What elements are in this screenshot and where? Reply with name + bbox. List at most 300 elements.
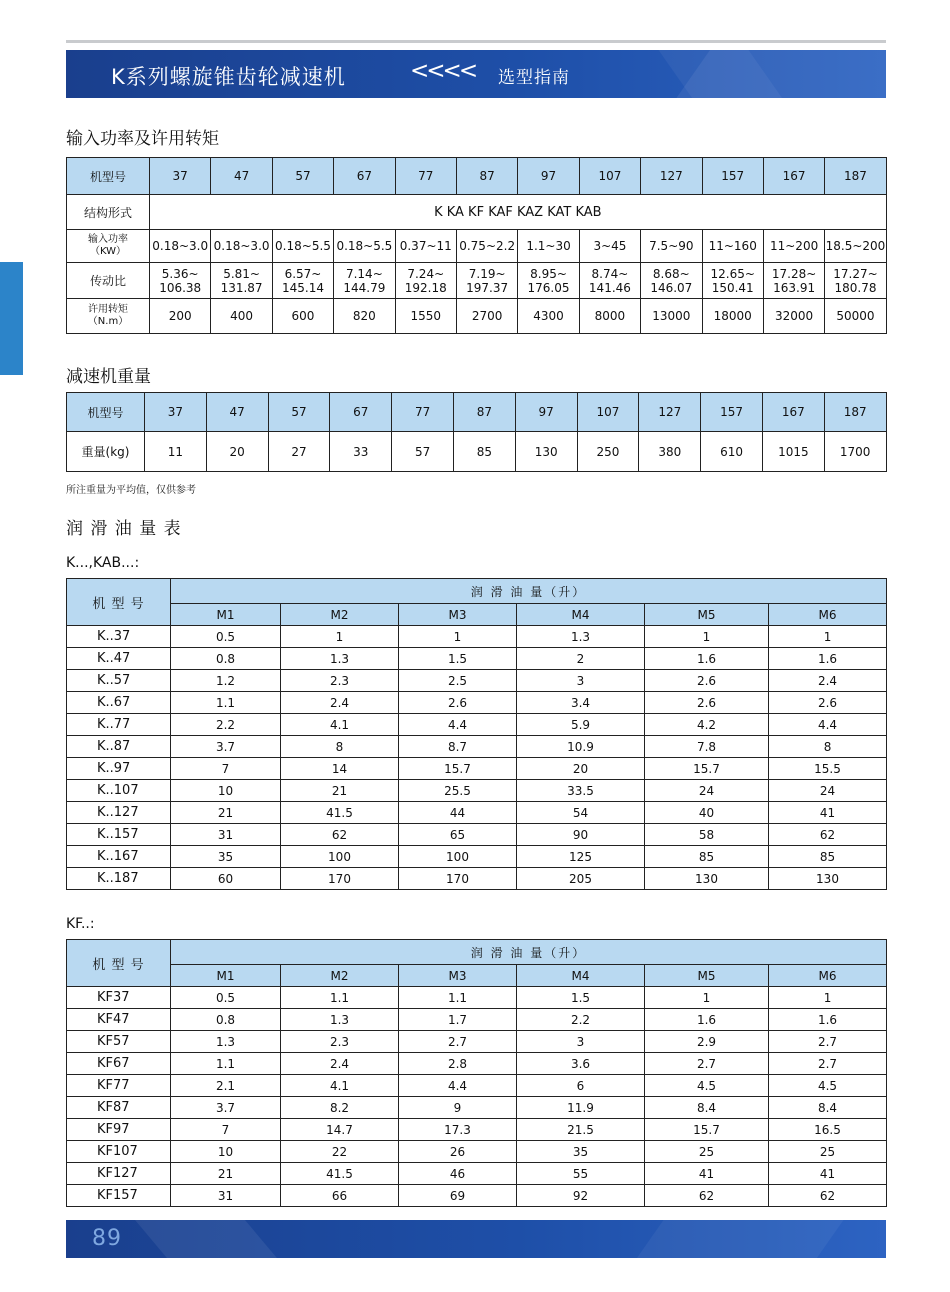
- k-oil-value: 4.4: [769, 714, 887, 736]
- table-row: [67, 1053, 887, 1075]
- kf-oil-value: 3.6: [517, 1053, 645, 1075]
- kf-oil-value: 21.5: [517, 1119, 645, 1141]
- torque-label-line1: 许用转矩: [88, 304, 128, 315]
- torque-cell: 200: [150, 299, 211, 334]
- k-oil-value: 170: [281, 868, 399, 890]
- k-position-header: M4: [517, 604, 645, 626]
- k-model-cell: K..77: [67, 714, 171, 736]
- k-oil-value: 125: [517, 846, 645, 868]
- power-cell: 0.18~3.0: [211, 230, 272, 263]
- kf-oil-value: 7: [171, 1119, 281, 1141]
- weight-model-cell: 167: [762, 393, 824, 432]
- k-oil-value: 1.3: [281, 648, 399, 670]
- kf-position-row: [67, 965, 887, 987]
- ratio-cell: [150, 263, 211, 299]
- kf-model-cell: KF87: [67, 1097, 171, 1119]
- k-oil-value: 1: [399, 626, 517, 648]
- k-oil-value: 21: [171, 802, 281, 824]
- kf-position-header: M6: [769, 965, 887, 987]
- k-oil-value: 24: [769, 780, 887, 802]
- torque-cell: 50000: [825, 299, 886, 334]
- kf-oil-value: 3.7: [171, 1097, 281, 1119]
- k-header-row: [67, 579, 887, 604]
- kf-oil-value: 3: [517, 1031, 645, 1053]
- torque-cell: 18000: [702, 299, 763, 334]
- table-row: [67, 670, 887, 692]
- weight-model-cell: 97: [515, 393, 577, 432]
- ratio-cell: [825, 263, 886, 299]
- power-torque-table: [66, 157, 887, 334]
- power-cell: 0.18~5.5: [334, 230, 395, 263]
- structure-label: 结构形式: [67, 195, 150, 230]
- power-label-line1: 输入功率: [88, 234, 128, 245]
- k-oil-value: 5.9: [517, 714, 645, 736]
- structure-row: [67, 195, 887, 230]
- kf-model-cell: KF67: [67, 1053, 171, 1075]
- k-oil-value: 31: [171, 824, 281, 846]
- kf-oil-value: 1.3: [281, 1009, 399, 1031]
- kf-oil-value: 2.9: [645, 1031, 769, 1053]
- k-model-cell: K..67: [67, 692, 171, 714]
- k-position-row: [67, 604, 887, 626]
- oil-section-title: 润 滑 油 量 表: [66, 519, 182, 539]
- kf-table-subtitle: KF..:: [66, 916, 95, 932]
- ratio-high: 141.46: [588, 280, 631, 295]
- kf-oil-value: 2.2: [517, 1009, 645, 1031]
- weight-cell: 27: [268, 432, 330, 472]
- k-oil-value: 85: [769, 846, 887, 868]
- k-oil-value: 54: [517, 802, 645, 824]
- weight-model-cell: 37: [145, 393, 207, 432]
- ratio-low: 5.36~: [161, 266, 199, 281]
- ratio-low: 5.81~: [223, 266, 260, 281]
- power-section-title: 输入功率及许用转矩: [66, 129, 219, 149]
- kf-oil-value: 0.5: [171, 987, 281, 1009]
- k-oil-value: 44: [399, 802, 517, 824]
- kf-oil-value: 55: [517, 1163, 645, 1185]
- kf-oil-value: 11.9: [517, 1097, 645, 1119]
- table-row: [67, 1075, 887, 1097]
- k-oil-value: 100: [281, 846, 399, 868]
- kf-oil-value: 2.8: [399, 1053, 517, 1075]
- k-oil-value: 62: [769, 824, 887, 846]
- torque-row: [67, 299, 887, 334]
- kf-oil-value: 4.5: [769, 1075, 887, 1097]
- k-oil-value: 14: [281, 758, 399, 780]
- model-cell: 67: [334, 158, 395, 195]
- weight-model-row: [67, 393, 887, 432]
- k-oil-value: 8: [769, 736, 887, 758]
- ratio-high: 197.37: [466, 280, 509, 295]
- kf-oil-value: 1: [645, 987, 769, 1009]
- kf-model-cell: KF107: [67, 1141, 171, 1163]
- ratio-high: 144.79: [343, 280, 386, 295]
- k-oil-value: 40: [645, 802, 769, 824]
- k-oil-value: 2.4: [281, 692, 399, 714]
- k-oil-value: 0.8: [171, 648, 281, 670]
- kf-oil-value: 1.3: [171, 1031, 281, 1053]
- k-oil-value: 33.5: [517, 780, 645, 802]
- kf-oil-value: 41: [769, 1163, 887, 1185]
- weight-model-cell: 187: [824, 393, 886, 432]
- table-row: [67, 736, 887, 758]
- table-row: [67, 1031, 887, 1053]
- ratio-label: 传动比: [67, 263, 150, 299]
- kf-model-cell: KF57: [67, 1031, 171, 1053]
- kf-model-cell: KF47: [67, 1009, 171, 1031]
- k-oil-value: 90: [517, 824, 645, 846]
- k-oil-value: 60: [171, 868, 281, 890]
- table-row: [67, 1163, 887, 1185]
- kf-oil-value: 2.7: [769, 1031, 887, 1053]
- k-model-label: 机 型 号: [67, 579, 171, 626]
- model-cell: 107: [579, 158, 640, 195]
- ratio-cell: [211, 263, 272, 299]
- kf-model-cell: KF77: [67, 1075, 171, 1097]
- kf-header-row: [67, 940, 887, 965]
- weight-table: [66, 392, 887, 472]
- power-label: [67, 230, 150, 263]
- footer-decoration: [110, 1220, 312, 1258]
- power-cell: 3~45: [579, 230, 640, 263]
- k-oil-value: 62: [281, 824, 399, 846]
- table-row: [67, 758, 887, 780]
- ratio-low: 7.19~: [468, 266, 506, 281]
- k-model-cell: K..87: [67, 736, 171, 758]
- k-oil-value: 15.7: [645, 758, 769, 780]
- power-cell: 7.5~90: [641, 230, 702, 263]
- ratio-low: 8.68~: [652, 266, 690, 281]
- model-cell: 97: [518, 158, 579, 195]
- k-oil-value: 4.4: [399, 714, 517, 736]
- torque-label: [67, 299, 150, 334]
- kf-oil-value: 17.3: [399, 1119, 517, 1141]
- kf-oil-value: 62: [769, 1185, 887, 1207]
- kf-oil-value: 35: [517, 1141, 645, 1163]
- kf-oil-value: 62: [645, 1185, 769, 1207]
- weight-model-cell: 57: [268, 393, 330, 432]
- header-banner: [66, 50, 886, 98]
- k-oil-value: 2.2: [171, 714, 281, 736]
- kf-oil-value: 1: [769, 987, 887, 1009]
- structure-value: K KA KF KAF KAZ KAT KAB: [150, 195, 887, 230]
- model-cell: 77: [395, 158, 456, 195]
- weight-note: 所注重量为平均值，仅供参考: [66, 485, 196, 496]
- table-row: [67, 846, 887, 868]
- kf-oil-value: 2.7: [645, 1053, 769, 1075]
- weight-model-label: 机型号: [67, 393, 145, 432]
- ratio-row: [67, 263, 887, 299]
- power-label-line2: （KW）: [89, 246, 127, 257]
- kf-oil-value: 1.1: [281, 987, 399, 1009]
- k-oil-value: 0.5: [171, 626, 281, 648]
- k-oil-value: 65: [399, 824, 517, 846]
- table-row: [67, 1097, 887, 1119]
- ratio-high: 145.14: [281, 280, 324, 295]
- kf-oil-value: 2.4: [281, 1053, 399, 1075]
- k-oil-value: 15.7: [399, 758, 517, 780]
- kf-oil-value: 1.1: [399, 987, 517, 1009]
- kf-oil-value: 2.7: [769, 1053, 887, 1075]
- k-oil-value: 21: [281, 780, 399, 802]
- torque-cell: 4300: [518, 299, 579, 334]
- ratio-high: 106.38: [159, 280, 202, 295]
- k-model-cell: K..57: [67, 670, 171, 692]
- kf-position-header: M3: [399, 965, 517, 987]
- k-model-cell: K..187: [67, 868, 171, 890]
- k-model-cell: K..157: [67, 824, 171, 846]
- weight-model-cell: 107: [577, 393, 639, 432]
- power-cell: 0.18~3.0: [150, 230, 211, 263]
- kf-oil-value: 26: [399, 1141, 517, 1163]
- weight-cell: 130: [515, 432, 577, 472]
- k-oil-value: 1.6: [769, 648, 887, 670]
- k-oil-value: 130: [769, 868, 887, 890]
- k-oil-value: 3.7: [171, 736, 281, 758]
- torque-cell: 600: [272, 299, 333, 334]
- table-row: [67, 868, 887, 890]
- power-cell: 18.5~200: [825, 230, 886, 263]
- weight-cell: 33: [330, 432, 392, 472]
- k-oil-value: 2: [517, 648, 645, 670]
- ratio-cell: [456, 263, 517, 299]
- k-model-cell: K..47: [67, 648, 171, 670]
- ratio-low: 8.95~: [530, 266, 567, 281]
- k-model-cell: K..107: [67, 780, 171, 802]
- kf-oil-value: 2.1: [171, 1075, 281, 1097]
- weight-model-cell: 47: [206, 393, 268, 432]
- k-oil-value: 8.7: [399, 736, 517, 758]
- ratio-low: 17.27~: [833, 266, 878, 281]
- table-row: [67, 692, 887, 714]
- kf-oil-value: 0.8: [171, 1009, 281, 1031]
- kf-oil-value: 1.6: [645, 1009, 769, 1031]
- model-cell: 87: [456, 158, 517, 195]
- kf-oil-value: 25: [645, 1141, 769, 1163]
- weight-cell: 20: [206, 432, 268, 472]
- table-row: [67, 1185, 887, 1207]
- kf-position-header: M1: [171, 965, 281, 987]
- k-oil-value: 8: [281, 736, 399, 758]
- ratio-high: 176.05: [527, 280, 570, 295]
- weight-model-cell: 87: [453, 393, 515, 432]
- model-row: [67, 158, 887, 195]
- k-position-header: M3: [399, 604, 517, 626]
- kf-oil-table: [66, 939, 887, 1207]
- k-oil-value: 2.6: [645, 670, 769, 692]
- k-oil-value: 100: [399, 846, 517, 868]
- k-oil-value: 1: [645, 626, 769, 648]
- torque-cell: 820: [334, 299, 395, 334]
- k-oil-value: 2.6: [399, 692, 517, 714]
- power-cell: 0.37~11: [395, 230, 456, 263]
- kf-position-header: M5: [645, 965, 769, 987]
- k-oil-value: 58: [645, 824, 769, 846]
- k-oil-value: 1: [281, 626, 399, 648]
- table-row: [67, 780, 887, 802]
- kf-oil-value: 21: [171, 1163, 281, 1185]
- footer-banner: [66, 1220, 886, 1258]
- model-cell: 157: [702, 158, 763, 195]
- weight-model-cell: 67: [330, 393, 392, 432]
- k-oil-value: 1.6: [645, 648, 769, 670]
- k-oil-value: 20: [517, 758, 645, 780]
- kf-oil-value: 1.1: [171, 1053, 281, 1075]
- model-cell: 187: [825, 158, 886, 195]
- k-oil-value: 4.2: [645, 714, 769, 736]
- k-oil-value: 25.5: [399, 780, 517, 802]
- k-oil-value: 1.3: [517, 626, 645, 648]
- k-oil-value: 1.5: [399, 648, 517, 670]
- model-cell: 37: [150, 158, 211, 195]
- k-model-cell: K..37: [67, 626, 171, 648]
- model-cell: 167: [763, 158, 824, 195]
- kf-oil-value: 69: [399, 1185, 517, 1207]
- ratio-cell: [395, 263, 456, 299]
- ratio-low: 7.14~: [345, 266, 383, 281]
- kf-oil-value: 1.5: [517, 987, 645, 1009]
- power-cell: 11~160: [702, 230, 763, 263]
- k-oil-value: 24: [645, 780, 769, 802]
- torque-cell: 13000: [641, 299, 702, 334]
- k-oil-value: 3: [517, 670, 645, 692]
- kf-oil-value: 41: [645, 1163, 769, 1185]
- k-oil-value: 10: [171, 780, 281, 802]
- table-row: [67, 1119, 887, 1141]
- kf-oil-value: 25: [769, 1141, 887, 1163]
- model-cell: 47: [211, 158, 272, 195]
- table-row: [67, 824, 887, 846]
- k-model-cell: K..167: [67, 846, 171, 868]
- table-row: [67, 1141, 887, 1163]
- kf-model-cell: KF127: [67, 1163, 171, 1185]
- power-cell: 0.75~2.2: [456, 230, 517, 263]
- k-oil-value: 7: [171, 758, 281, 780]
- kf-oil-value: 41.5: [281, 1163, 399, 1185]
- k-oil-value: 170: [399, 868, 517, 890]
- weight-cell: 1700: [824, 432, 886, 472]
- weight-model-cell: 157: [701, 393, 763, 432]
- table-row: [67, 714, 887, 736]
- ratio-high: 150.41: [711, 280, 754, 295]
- banner-title: K系列螺旋锥齿轮减速机: [111, 65, 346, 89]
- torque-label-line2: （N.m）: [87, 316, 129, 327]
- torque-cell: 8000: [579, 299, 640, 334]
- ratio-high: 131.87: [220, 280, 263, 295]
- kf-oil-value: 4.4: [399, 1075, 517, 1097]
- kf-oil-value: 8.4: [769, 1097, 887, 1119]
- ratio-high: 192.18: [404, 280, 447, 295]
- ratio-cell: [702, 263, 763, 299]
- kf-oil-value: 92: [517, 1185, 645, 1207]
- weight-label: 重量(kg): [67, 432, 145, 472]
- k-oil-value: 10.9: [517, 736, 645, 758]
- ratio-cell: [518, 263, 579, 299]
- top-rule: [66, 40, 886, 43]
- k-oil-value: 2.6: [769, 692, 887, 714]
- k-oil-value: 85: [645, 846, 769, 868]
- kf-oil-value: 1.7: [399, 1009, 517, 1031]
- ratio-low: 17.28~: [771, 266, 817, 281]
- ratio-cell: [641, 263, 702, 299]
- kf-oil-value: 2.7: [399, 1031, 517, 1053]
- footer-decoration: [607, 1220, 864, 1258]
- model-cell: 127: [641, 158, 702, 195]
- k-oil-header: 润 滑 油 量（升）: [171, 579, 887, 604]
- kf-oil-value: 46: [399, 1163, 517, 1185]
- ratio-cell: [334, 263, 395, 299]
- k-oil-value: 1.1: [171, 692, 281, 714]
- kf-model-label: 机 型 号: [67, 940, 171, 987]
- kf-oil-value: 31: [171, 1185, 281, 1207]
- kf-oil-value: 4.1: [281, 1075, 399, 1097]
- k-oil-value: 1.2: [171, 670, 281, 692]
- k-oil-value: 205: [517, 868, 645, 890]
- power-row: [67, 230, 887, 263]
- k-model-cell: K..127: [67, 802, 171, 824]
- k-oil-value: 2.6: [645, 692, 769, 714]
- weight-model-cell: 127: [639, 393, 701, 432]
- ratio-cell: [579, 263, 640, 299]
- torque-cell: 2700: [456, 299, 517, 334]
- k-oil-value: 130: [645, 868, 769, 890]
- power-cell: 11~200: [763, 230, 824, 263]
- k-oil-table: [66, 578, 887, 890]
- table-row: [67, 1009, 887, 1031]
- ratio-low: 6.57~: [284, 266, 322, 281]
- table-row: [67, 626, 887, 648]
- ratio-high: 163.91: [773, 280, 816, 295]
- kf-oil-value: 22: [281, 1141, 399, 1163]
- ratio-low: 12.65~: [710, 266, 755, 281]
- ratio-high: 146.07: [650, 280, 693, 295]
- table-row: [67, 987, 887, 1009]
- kf-model-cell: KF37: [67, 987, 171, 1009]
- k-oil-value: 1: [769, 626, 887, 648]
- weight-cell: 11: [145, 432, 207, 472]
- k-position-header: M1: [171, 604, 281, 626]
- weight-cell: 610: [701, 432, 763, 472]
- kf-oil-value: 10: [171, 1141, 281, 1163]
- torque-cell: 32000: [763, 299, 824, 334]
- ratio-high: 180.78: [834, 280, 877, 295]
- power-cell: 1.1~30: [518, 230, 579, 263]
- k-position-header: M6: [769, 604, 887, 626]
- kf-position-header: M2: [281, 965, 399, 987]
- page-number: 89: [92, 1226, 122, 1251]
- torque-cell: 400: [211, 299, 272, 334]
- k-model-cell: K..97: [67, 758, 171, 780]
- ratio-cell: [272, 263, 333, 299]
- kf-oil-value: 15.7: [645, 1119, 769, 1141]
- kf-oil-value: 14.7: [281, 1119, 399, 1141]
- weight-cell: 57: [392, 432, 454, 472]
- weight-cell: 85: [453, 432, 515, 472]
- kf-model-cell: KF97: [67, 1119, 171, 1141]
- k-position-header: M5: [645, 604, 769, 626]
- weight-model-cell: 77: [392, 393, 454, 432]
- k-oil-value: 3.4: [517, 692, 645, 714]
- weight-section-title: 减速机重量: [66, 367, 151, 387]
- k-oil-value: 4.1: [281, 714, 399, 736]
- kf-oil-header: 润 滑 油 量（升）: [171, 940, 887, 965]
- k-table-subtitle: K...,KAB...:: [66, 555, 140, 571]
- model-cell: 57: [272, 158, 333, 195]
- kf-oil-value: 8.4: [645, 1097, 769, 1119]
- kf-oil-value: 1.6: [769, 1009, 887, 1031]
- k-oil-value: 15.5: [769, 758, 887, 780]
- kf-position-header: M4: [517, 965, 645, 987]
